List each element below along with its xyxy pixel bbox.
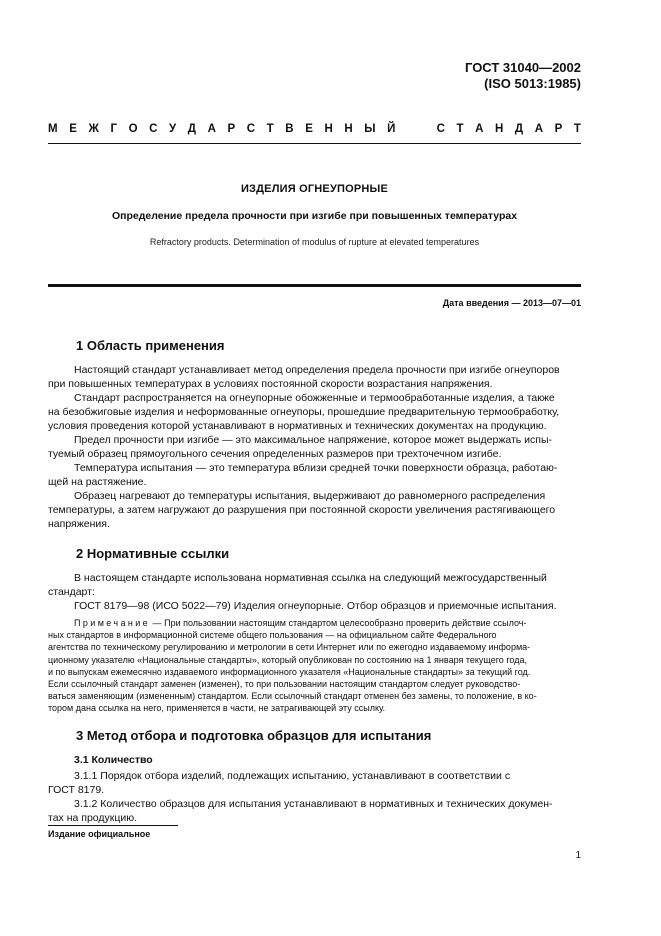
- standard-code-gost: ГОСТ 31040—2002: [465, 60, 581, 75]
- section-2-paragraph: В настоящем стандарте использована нормативная ссылка на следующий межгосударственный стандарт:: [48, 572, 547, 598]
- banner-letter: Т: [573, 123, 581, 135]
- section-1-heading: 1 Область применения: [76, 338, 225, 353]
- banner-letter: Д: [187, 123, 196, 135]
- subsection-3-1-heading: 3.1 Количество: [74, 753, 153, 766]
- standard-code: [465, 60, 581, 92]
- banner-letter: Е: [305, 123, 313, 135]
- document-subtitle: Определение предела прочности при изгибе при повышенных температурах: [111, 210, 518, 222]
- footer-divider: [48, 825, 178, 826]
- banner-letter: Т: [456, 123, 464, 135]
- document-title: ИЗДЕЛИЯ ОГНЕУПОРНЫЕ: [240, 183, 389, 195]
- banner-letter: Ы: [364, 123, 376, 135]
- banner-letter: Н: [495, 123, 504, 135]
- header-divider: [48, 143, 581, 144]
- banner-letter: С: [436, 123, 445, 135]
- banner-letter: О: [128, 123, 138, 135]
- section-3-heading: 3 Метод отбора и подготовка образцов для испытания: [76, 727, 432, 743]
- banner-letter: Н: [324, 123, 333, 135]
- section-1-paragraph: Температура испытания — это температура вблизи средней точки поверхности образца, работаю- щей на растяжение.: [48, 462, 558, 488]
- banner-letter: С: [149, 123, 158, 135]
- banner-letter: Н: [344, 123, 353, 135]
- section-1-paragraph: Настоящий стандарт устанавливает метод определения предела прочности при изгибе огнеупоров при повышенных температурах в условиях постоянной скорости возрастания напряжения.: [48, 364, 560, 390]
- banner-letter: [407, 123, 410, 135]
- banner-letter: Д: [514, 123, 524, 135]
- official-edition-label: Издание официальное: [48, 829, 151, 839]
- section-1-paragraph: Предел прочности при изгибе — это максимальное напряжение, которое может выдержать испы- туемый образец прямоугольного сечения определенных размеров при трехточечном изгибе.: [48, 434, 553, 460]
- standard-code-iso: (ISO 5013:1985): [484, 76, 581, 91]
- note-text: — При пользовании настоящим стандартом целесообразно проверить действие ссылоч- ных стандартов в информационной системе общего пользования — на официальном сайте Федерального агентства по техническому регулированию и метрологии в сети Интернет или по ежегодно издаваемому информа- ционному указателю «Национальные стандарты», который опубликован по состоянию на 1 января текущего года, и по выпускам ежемесячно издаваемого информационного указателя «Национальные стандарты» за текущий год. Если ссылочный стандарт заменен (изменен), то при пользовании настоящим стандартом следует руководство- ваться заменяющим (измененным) стандартом. Если ссылочный стандарт отменен без замены, то положение, в ко- тором дана ссылка на него, применяется в части, не затрагивающей эту ссылку.: [48, 618, 537, 714]
- section-3-paragraph: 3.1.2 Количество образцов для испытания устанавливают в нормативных и технических докумен- тах на продукцию.: [48, 797, 553, 824]
- page-number: 1: [575, 850, 581, 861]
- banner-letter: Р: [227, 123, 236, 135]
- banner-letter: С: [246, 123, 256, 135]
- section-2-heading: 2 Нормативные ссылки: [76, 546, 230, 561]
- section-2-note: [48, 617, 581, 715]
- banner-letter: У: [169, 123, 177, 135]
- banner-letter: М: [48, 123, 58, 135]
- section-3-paragraph: 3.1.1 Порядок отбора изделий, подлежащих испытанию, устанавливают в соответствии с ГОСТ 8179.: [48, 769, 511, 796]
- banner-letter: Т: [266, 123, 274, 135]
- banner-letter: Е: [69, 123, 77, 135]
- effective-date: Дата введения — 2013—07—01: [442, 298, 581, 308]
- banner-letter: В: [285, 123, 294, 135]
- banner-letter: А: [207, 123, 216, 135]
- interstate-standard-banner: [48, 123, 581, 135]
- english-title: Refractory products. Determination of modulus of rupture at elevated temperatures: [149, 237, 480, 247]
- section-1-paragraph: Стандарт распространяется на огнеупорные обожженные и термообработанные изделия, а также на безобжиговые изделия и неформованные огнеупоры, прошедшие предварительную термообработку, условия проведения которой устанавливают в нормативных и технических документах на продукцию.: [48, 392, 560, 432]
- section-1-paragraph: Образец нагревают до температуры испытания, выдерживают до равномерного распределения температуры, а затем нагружают до разрушения при постоянной скорости увеличения растягивающего напряжения.: [48, 490, 556, 530]
- banner-letter: [422, 123, 425, 135]
- note-label: Примечание: [74, 618, 151, 628]
- banner-letter: А: [475, 123, 484, 135]
- banner-letter: Ж: [88, 123, 99, 135]
- document-body: [48, 333, 581, 825]
- title-divider: [48, 284, 581, 287]
- banner-letter: А: [534, 123, 544, 135]
- section-2-reference: ГОСТ 8179—98 (ИСО 5022—79) Изделия огнеупорные. Отбор образцов и приемочные испытания.: [74, 600, 557, 612]
- banner-letter: Й: [387, 123, 396, 135]
- banner-letter: Р: [554, 123, 563, 135]
- banner-letter: Г: [110, 123, 117, 135]
